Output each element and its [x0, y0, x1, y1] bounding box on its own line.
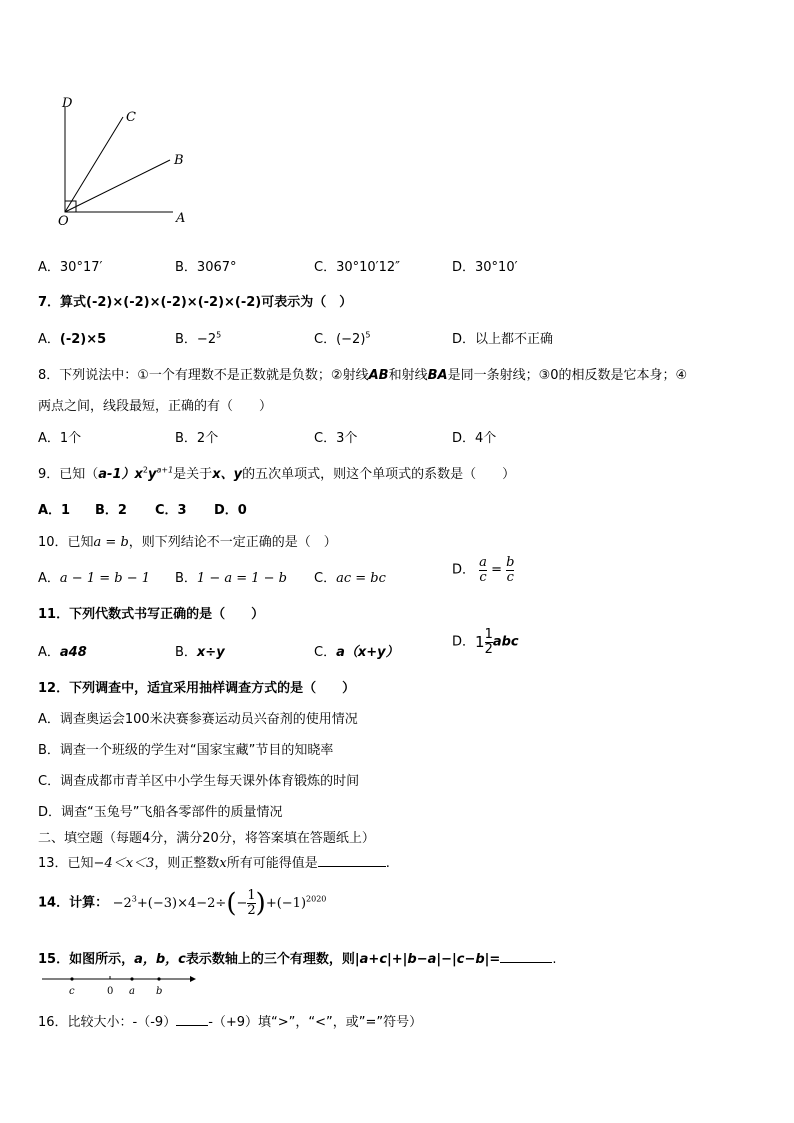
q13-inequality: −4＜x＜3: [93, 856, 155, 871]
q15-end: .: [552, 952, 557, 967]
q9-stem: [38, 463, 515, 482]
q15-text-2: 表示数轴上的三个有理数，则: [185, 952, 355, 967]
label-o: O: [58, 214, 69, 229]
q13-text-1: 13．已知: [38, 856, 94, 871]
q14-minus: −: [236, 895, 248, 911]
q10-option-c: [314, 567, 386, 586]
q7-b-value: −2: [196, 332, 217, 347]
q14-term-1: −2: [112, 895, 132, 911]
q6-option-d: [452, 256, 518, 275]
q13: [38, 852, 390, 871]
q10-b-label: B．: [175, 571, 197, 586]
q12-option-b: B．调查一个班级的学生对“国家宝藏”节目的知晓率: [38, 743, 334, 758]
label-d: D: [62, 96, 73, 111]
label-c-point: c: [69, 986, 75, 997]
q16-answer-blank[interactable]: [176, 1013, 208, 1026]
q11-d-num: 1: [484, 627, 493, 642]
q15-text-1: 15．如图所示，: [38, 952, 135, 967]
q16-text-1: 16．比较大小：-（-9）: [38, 1015, 177, 1030]
q7-a-label: A．: [38, 332, 60, 347]
q9-option-a: A．1: [38, 503, 71, 518]
q15-expression: |a+c|+|b−a|−|c−b|=: [354, 952, 501, 967]
q8-stem-line2: 两点之间，线段最短，正确的有（ ）: [38, 399, 273, 414]
q11-d-label: D．: [452, 634, 476, 650]
q8-stem-line1: [38, 364, 687, 383]
q14-term-2: +(−3)×4−2÷: [136, 895, 227, 911]
q13-answer-blank[interactable]: [318, 854, 386, 867]
q11-option-d: [452, 628, 519, 656]
q9-option-b: B．2: [95, 503, 127, 518]
q6-d-label: D．: [452, 260, 476, 275]
q11-option-a: [38, 641, 87, 660]
q10-text-1: 10．已知: [38, 535, 94, 550]
q9-coef: a-1）: [98, 467, 135, 482]
q13-x: x: [219, 856, 227, 871]
q10-d-den-2: c: [506, 569, 514, 585]
q16-text-2: -（+9）填“>”，“<”，或”=”符号）: [208, 1015, 423, 1030]
q10-stem: [38, 531, 337, 550]
q9-text-1: 9．已知（: [38, 467, 99, 482]
q8-option-d: D．4个: [452, 431, 497, 446]
label-a: A: [176, 211, 186, 226]
q10-d-fraction-2: [506, 556, 514, 584]
q6-a-value: 30°17′: [59, 260, 103, 275]
q14-paren-close: ): [255, 888, 266, 918]
number-line: [38, 972, 198, 998]
q7-b-label: B．: [175, 332, 197, 347]
q11-c-label: C．: [314, 645, 337, 660]
q10-option-a: [38, 567, 150, 586]
q16: [38, 1011, 422, 1030]
q14-exp-2: 2020: [306, 894, 327, 904]
q11-b-value: x÷y: [196, 645, 225, 660]
q10-c-value: ac = bc: [336, 571, 386, 586]
q6-option-b: [175, 256, 237, 275]
q10-option-d: [452, 556, 514, 584]
q10-d-equals: =: [491, 562, 502, 578]
label-c: C: [126, 110, 136, 125]
q8-text-3: 是同一条射线；③0的相反数是它本身；④: [447, 368, 688, 383]
q10-a-value: a − 1 = b − 1: [59, 571, 150, 586]
q9-x: x: [134, 467, 143, 482]
label-zero: 0: [107, 986, 114, 997]
q7-option-c: [314, 328, 370, 347]
q10-c-label: C．: [314, 571, 337, 586]
q9-y-exp: a+1: [156, 465, 174, 475]
q7-c-label: C．: [314, 332, 337, 347]
number-line-arrow: [190, 976, 196, 982]
q14-label: 14．计算：: [38, 895, 109, 911]
q10-d-num-2: b: [506, 555, 515, 570]
q6-option-c: [314, 256, 400, 275]
q10-d-num-1: a: [479, 555, 487, 570]
q10-option-b: [175, 567, 287, 586]
q14-num: 1: [247, 887, 256, 903]
q9-option-c: C．3: [155, 503, 187, 518]
q13-text-2: ，则正整数: [154, 856, 220, 871]
q7-c-exponent: 5: [365, 330, 371, 340]
q12-option-a: A．调查奥运会100米决赛参赛运动员兴奋剂的使用情况: [38, 712, 358, 727]
q6-c-value: 30°10′12″: [336, 260, 401, 275]
q6-c-label: C．: [314, 260, 337, 275]
q6-d-value: 30°10′: [475, 260, 518, 275]
q13-end: .: [385, 856, 390, 871]
q9-text-2: 是关于: [173, 467, 213, 482]
q9-vars: x、y: [212, 467, 243, 482]
q14-paren-open: (: [226, 888, 237, 918]
q14-den: 2: [247, 902, 256, 918]
q11-a-label: A．: [38, 645, 60, 660]
q11-d-fraction: [485, 628, 493, 656]
q11-option-b: [175, 641, 225, 660]
q14-exp-1: 3: [131, 894, 137, 904]
q8-option-b: B．2个: [175, 431, 219, 446]
q11-b-label: B．: [175, 645, 197, 660]
label-b: B: [174, 153, 184, 168]
q12-stem: 12．下列调查中，适宜采用抽样调查方式的是（ ）: [38, 681, 356, 696]
angle-figure: [55, 95, 205, 230]
q7-d-label: D．: [452, 332, 476, 347]
q8-ray-ab: AB: [368, 368, 389, 383]
q7-option-b: [175, 328, 221, 347]
label-a-point: a: [129, 986, 135, 997]
point-c: [70, 977, 73, 980]
section-2-header: 二、填空题（每题4分，满分20分，将答案填在答题纸上）: [38, 831, 375, 846]
q10-a-label: A．: [38, 571, 60, 586]
q7-a-value: (-2)×5: [59, 332, 107, 347]
q7-option-a: [38, 328, 106, 347]
q11-d-den: 2: [484, 641, 493, 657]
q14: [38, 888, 326, 918]
q11-d-value: abc: [492, 634, 519, 650]
q10-text-2: ，则下列结论不一定正确的是（ ）: [128, 535, 337, 550]
q14-term-3: +(−1): [265, 895, 307, 911]
q6-b-value: 3067°: [196, 260, 237, 275]
q14-expression: [112, 887, 327, 918]
q10-condition: a = b: [93, 535, 129, 550]
q7-b-exponent: 5: [216, 330, 222, 340]
q15-answer-blank[interactable]: [500, 950, 552, 963]
point-a: [130, 977, 133, 980]
q8-ray-ba: BA: [427, 368, 448, 383]
q7-d-value: 以上都不正确: [475, 332, 554, 347]
q10-b-value: 1 − a = 1 − b: [196, 571, 288, 586]
q9-x-exp: 2: [142, 465, 148, 475]
q7-stem: 7．算式(-2)×(-2)×(-2)×(-2)×(-2)可表示为（ ）: [38, 295, 353, 310]
q6-option-a: [38, 256, 102, 275]
q10-d-fraction-1: [479, 556, 487, 584]
q13-text-3: 所有可能得值是: [226, 856, 318, 871]
point-b: [157, 977, 160, 980]
q11-a-value: a48: [59, 645, 87, 660]
q10-d-label: D．: [452, 562, 476, 578]
q8-text-2: 和射线: [388, 368, 428, 383]
q12-option-c: C．调查成都市青羊区中小学生每天课外体育锻炼的时间: [38, 774, 360, 789]
q11-d-whole: 1: [475, 633, 485, 652]
q15: [38, 948, 556, 967]
q6-a-label: A．: [38, 260, 60, 275]
q12-option-d: D．调查“玉兔号”飞船各零部件的质量情况: [38, 805, 283, 820]
q6-b-label: B．: [175, 260, 197, 275]
q9-y: y: [147, 467, 157, 482]
q11-option-c: [314, 641, 399, 660]
q9-text-3: 的五次单项式，则这个单项式的系数是（ ）: [242, 467, 516, 482]
q8-text-1: 8．下列说法中：①一个有理数不是正数就是负数；②射线: [38, 368, 369, 383]
q14-fraction: [247, 889, 255, 917]
q11-stem: 11．下列代数式书写正确的是（ ）: [38, 607, 265, 622]
q15-vars: a，b，c: [134, 952, 186, 967]
q11-c-value: a（x+y）: [336, 645, 399, 660]
q10-d-den-1: c: [479, 569, 487, 585]
q8-option-a: A．1个: [38, 431, 82, 446]
q7-option-d: [452, 328, 553, 347]
q7-c-value: (−2): [336, 332, 366, 347]
q8-option-c: C．3个: [314, 431, 358, 446]
label-b-point: b: [156, 986, 163, 997]
q9-option-d: D．0: [214, 503, 247, 518]
